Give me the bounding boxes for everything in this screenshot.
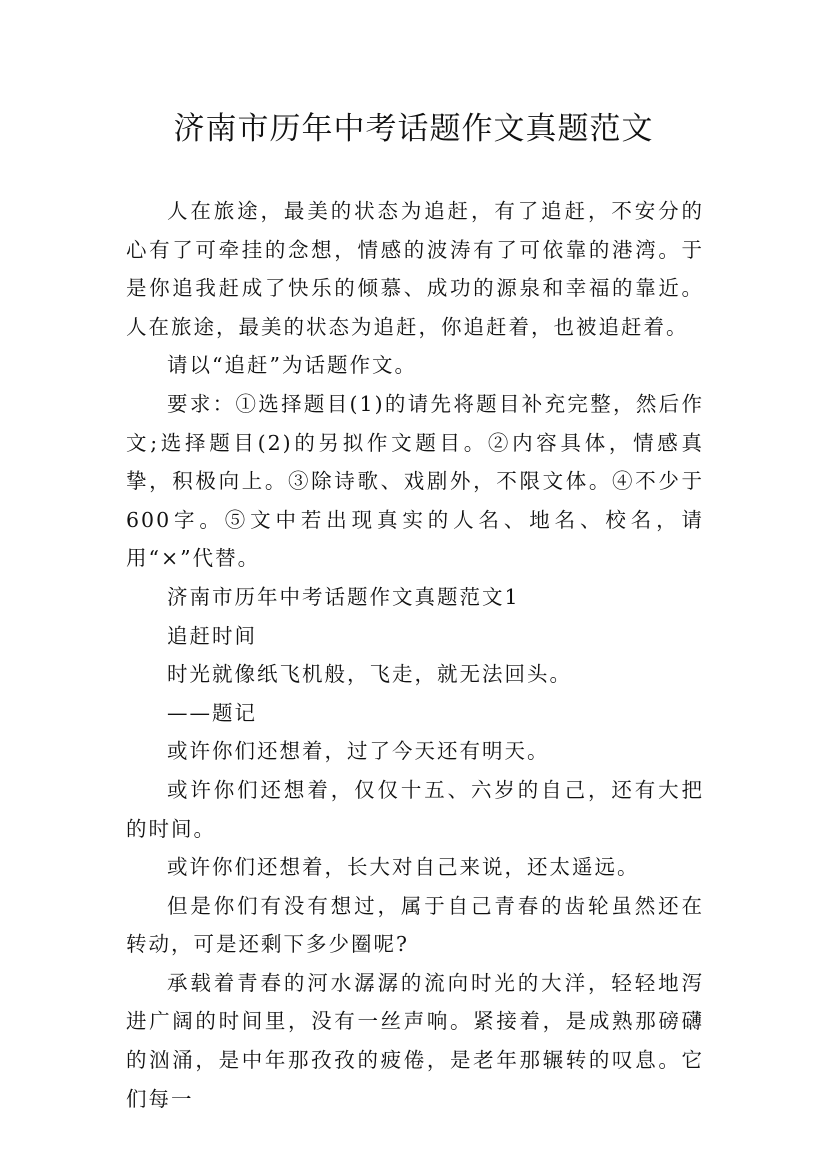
paragraph: 承载着青春的河水潺潺的流向时光的大洋，轻轻地泻进广阔的时间里，没有一丝声响。紧接着，是成熟那磅礴的汹涌，是中年那孜孜的疲倦，是老年那辗转的叹息。它们每一 (126, 970, 704, 1111)
section-heading: 济南市历年中考话题作文真题范文1 (167, 584, 520, 609)
paragraph: 但是你们有没有想过，属于自己青春的齿轮虽然还在转动，可是还剩下多少圈呢? (126, 893, 704, 957)
epigraph: 时光就像纸飞机般，飞走，就无法回头。 (167, 662, 572, 687)
paragraph: 或许你们还想着，过了今天还有明天。 (167, 739, 550, 764)
essay-title: 追赶时间 (167, 623, 257, 648)
paragraph: 要求：①选择题目(1)的请先将题目补充完整，然后作文;选择题目(2)的另拟作文题目。②内容具体，情感真挚，积极向上。③除诗歌、戏剧外，不限文体。④不少于600字。⑤文中若出现真实的人名、地名、校名，请用“×”代替。 (126, 391, 704, 571)
paragraph: 人在旅途，最美的状态为追赶，有了追赶，不安分的心有了可牵挂的念想，情感的波涛有了可依靠的港湾。于是你追我赶成了快乐的倾慕、成功的源泉和幸福的靠近。人在旅途，最美的状态为追赶，你追赶着，也被追赶着。 (126, 199, 704, 339)
epigraph-attribution: ——题记 (167, 700, 257, 725)
paragraph: 或许你们还想着，仅仅十五、六岁的自己，还有大把的时间。 (126, 777, 704, 841)
document-title: 济南市历年中考话题作文真题范文 (173, 111, 654, 147)
paragraph: 请以“追赶”为话题作文。 (167, 353, 417, 378)
paragraph: 或许你们还想着，长大对自己来说，还太遥远。 (167, 855, 640, 880)
document-body (126, 192, 704, 1118)
